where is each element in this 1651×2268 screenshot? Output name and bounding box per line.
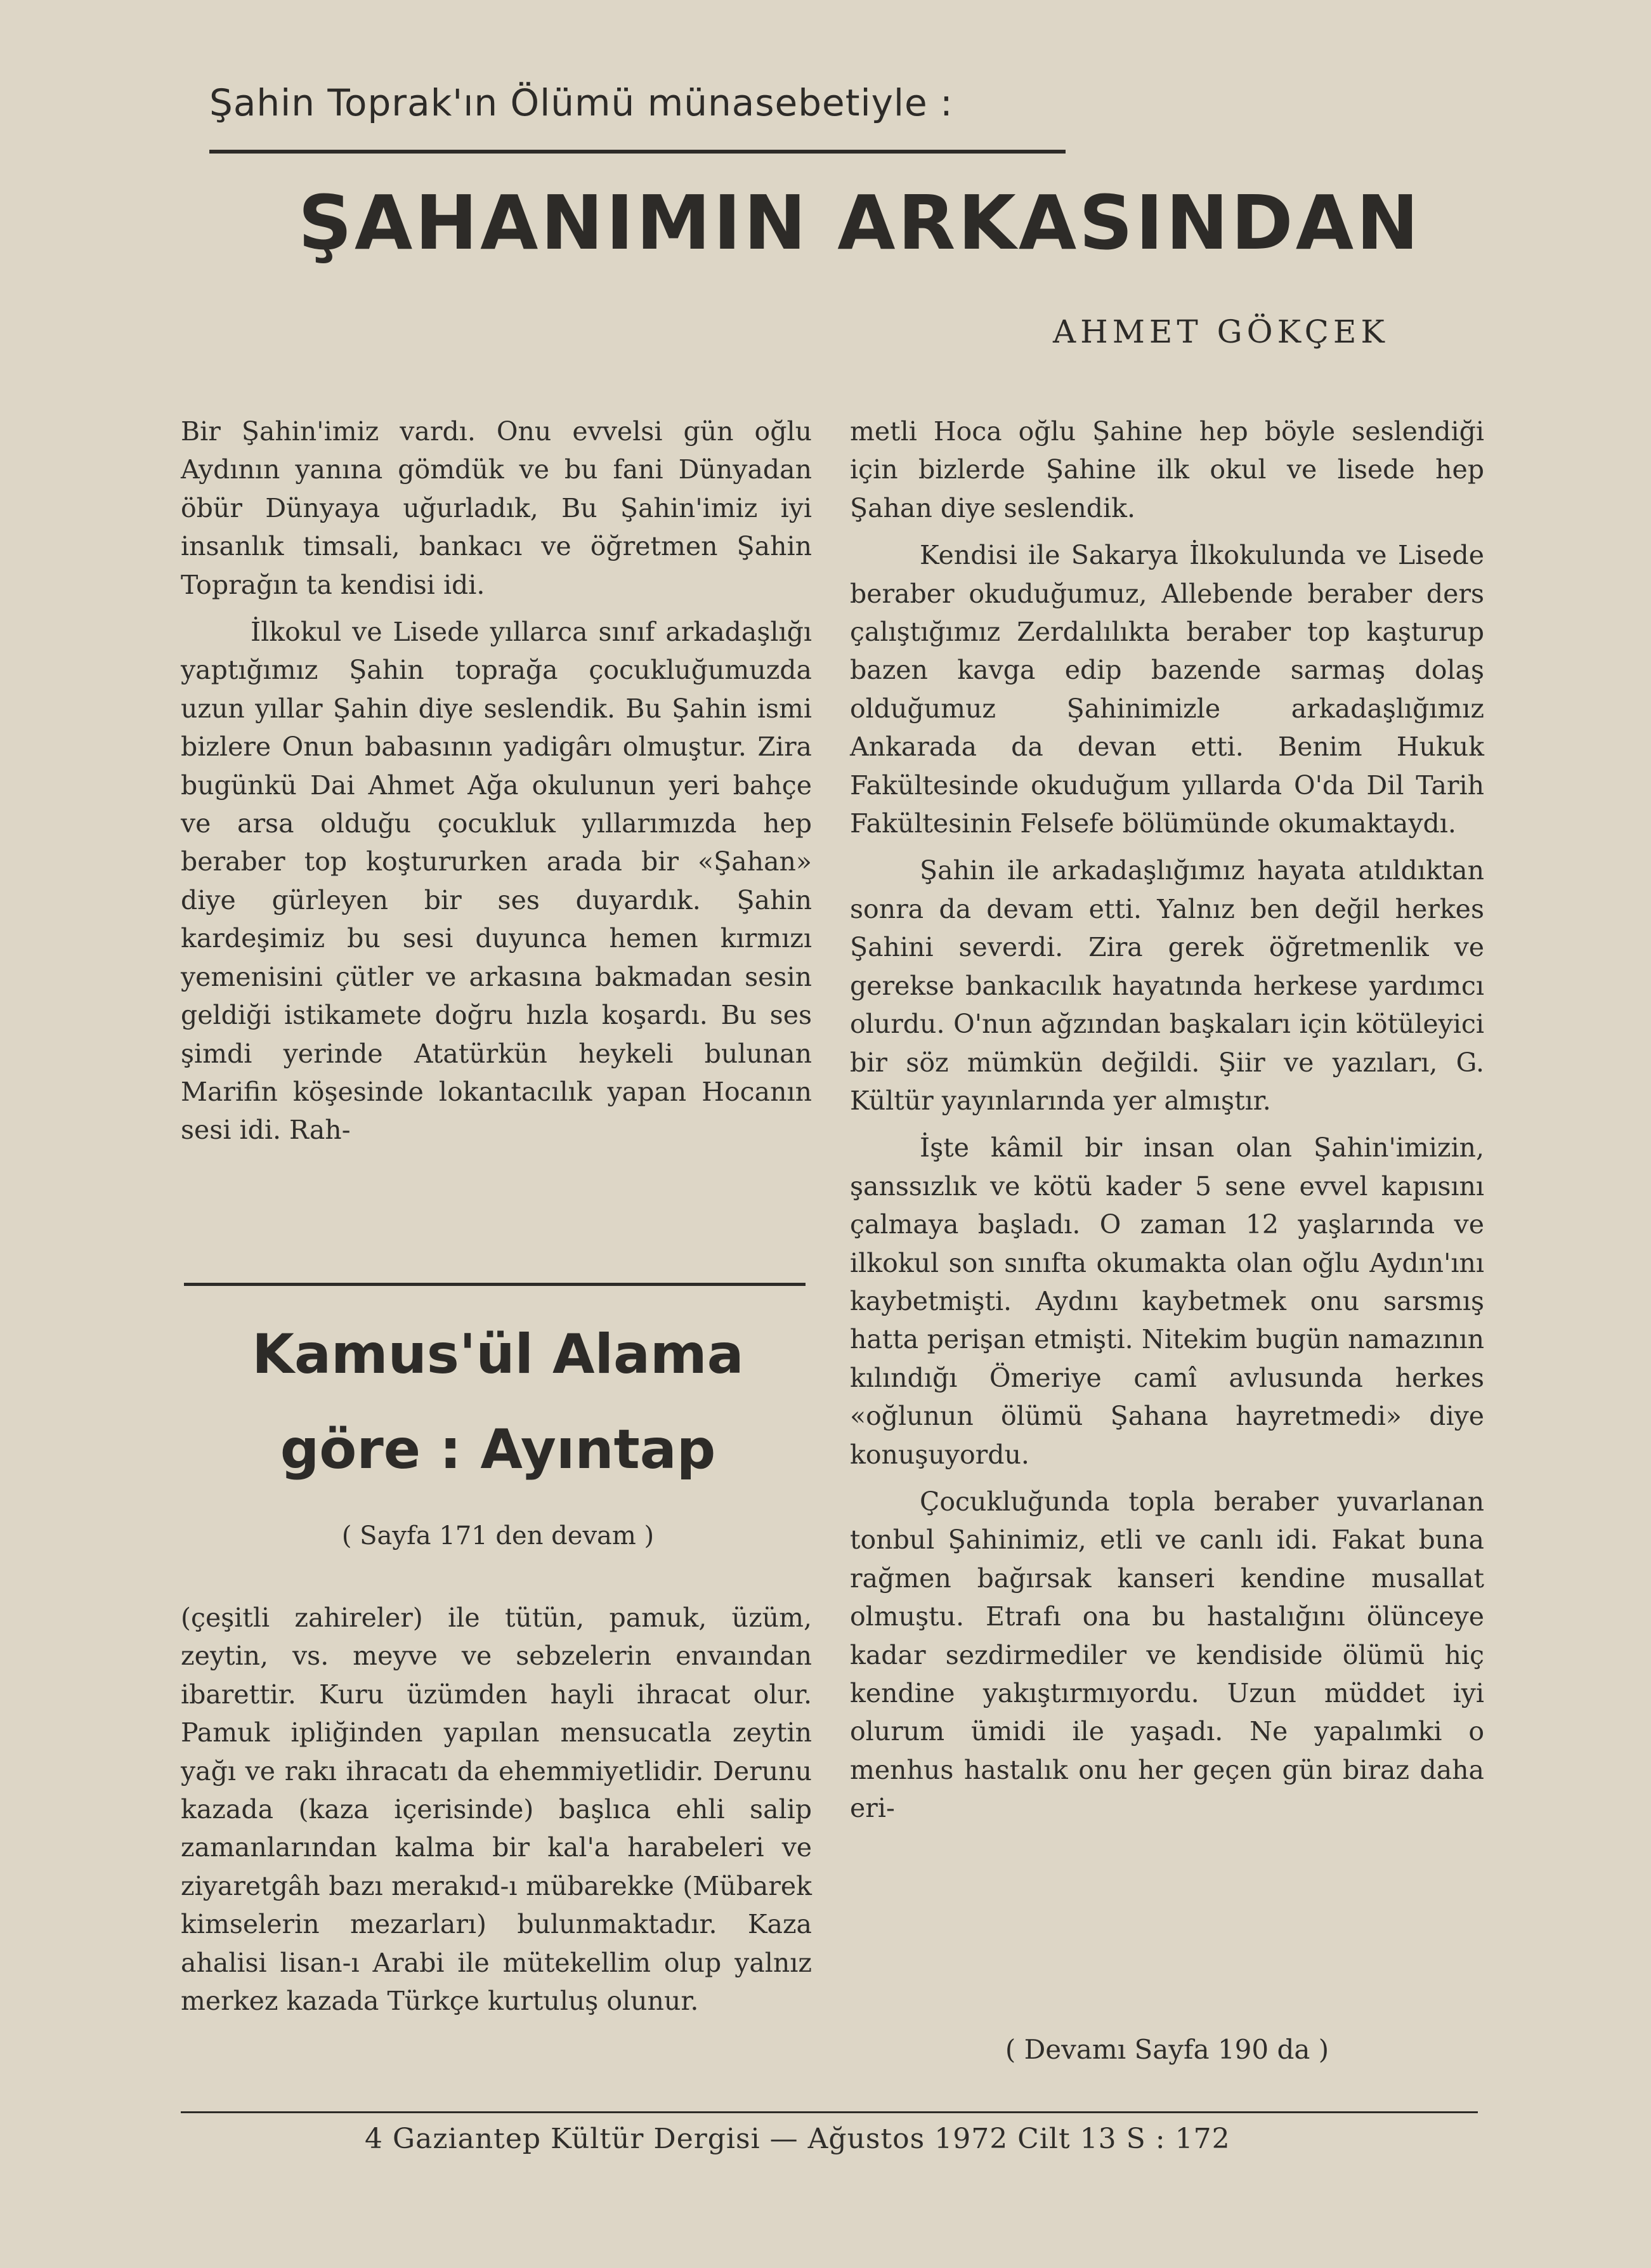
paragraph: Kendisi ile Sakarya İlkokulunda ve Lisede beraber okuduğumuz, Allebende beraber ders çalıştığımız Zerdalılıkta beraber top kaşturup bazen kavga edip bazende sarmaş dolaş olduğumuz Şahinimizle arkadaşlığımız Ankarada da devan etti. Benim Hukuk Fakültesinde okuduğum yıllarda O'da Dil Tarih Fakültesinin Felsefe bölümünde okumaktaydı. [850,540,1484,839]
paragraph: İlkokul ve Lisede yıllarca sınıf arkadaşlığı yaptığımız Şahin toprağa çocukluğumuzda uzun yıllar Şahin diye seslendik. Bu Şahin ismi bizlere Onun babasının yadigârı olmuştur. Zira bugünkü Dai Ahmet Ağa okulunun yeri bahçe ve arsa olduğu çocukluk yıllarımızda hep beraber top koştururken arada bir «Şahan» diye gürleyen bir ses duyardık. Şahin kardeşimiz bu sesi duyunca hemen kırmızı yemenisini çütler ve arkasına bakmadan sesin geldiği istikamete doğru hızla koşardı. Bu ses şimdi yerinde Atatürkün heykeli bulunan Marifin köşesinde lokantacılık yapan Hocanın sesi idi. Rah- [181,617,812,1146]
section-continuation-note: ( Sayfa 171 den devam ) [341,1521,655,1550]
article-column-right [850,412,1484,1828]
article-kicker: Şahin Toprak'ın Ölümü münasebetiyle : [209,81,953,124]
paragraph: (çeşitli zahireler) ile tütün, pamuk, üzüm, zeytin, vs. meyve ve sebzelerin envaından ibarettir. Kuru üzümden hayli ihracat olur. Pamuk ipliğinden yapılan mensucatla zeytin yağı ve rakı ihracatı da ehemmiyetlidir. Derunu kazada (kaza içerisinde) başlıca ehli salip zamanlarından kalma bir kal'a harabeleri ve ziyaretgâh bazı merakıd-ı mübarekke (Mübarek kimselerin mezarları) bulunmaktadır. Kaza ahalisi lisan-ı Arabi ile mütekellim olup yalnız merkez kazada Türkçe kurtuluş olunur. [181,1603,812,2017]
section-title-line-2: göre : Ayıntap [280,1418,716,1481]
article-author: AHMET GÖKÇEK [1053,313,1389,350]
paragraph: Çocukluğunda topla beraber yuvarlanan tonbul Şahinimiz, etli ve canlı idi. Fakat buna rağmen bağırsak kanseri kendine musallat olmuştu. Etrafı ona bu hastalığını ölünceye kadar sezdirmediler ve kendiside ölümü hiç kendine yakıştırmıyordu. Uzun müddet iyi olurum ümidi ile yaşadı. Ne yapalımki o menhus hastalık onu her geçen gün biraz daha eri- [850,1486,1484,1824]
footer-rule [181,2111,1478,2113]
paragraph: İşte kâmil bir insan olan Şahin'imizin, şanssızlık ve kötü kader 5 sene evvel kapısını çalmaya başladı. O zaman 12 yaşlarında ve ilkokul son sınıfta okumakta olan oğlu Aydın'ını kaybetmişti. Aydını kaybetmek onu sarsmış hatta perişan etmişti. Nitekim bugün namazının kılındığı Ömeriye camî avlusunda herkes «oğlunun ölümü Şahana hayretmedi» diye konuşuyordu. [850,1132,1484,1470]
paragraph: metli Hoca oğlu Şahine hep böyle seslendiği için bizlerde Şahine ilk okul ve lisede hep Şahan diye seslendik. [850,416,1484,523]
section-title-line-1: Kamus'ül Alama [252,1323,744,1386]
continued-note: ( Devamı Sayfa 190 da ) [1005,2034,1329,2065]
article-column-left [181,412,812,1150]
page-footer: 4 Gaziantep Kültür Dergisi — Ağustos 1972 Cilt 13 S : 172 [365,2123,1230,2155]
kicker-underline [209,150,1066,154]
paragraph: Bir Şahin'imiz vardı. Onu evvelsi gün oğlu Aydının yanına gömdük ve bu fani Dünyadan öbür Dünyaya uğurladık, Bu Şahin'imiz iyi insanlık timsali, bankacı ve öğretmen Şahin Toprağın ta kendisi idi. [181,416,812,600]
article-headline: ŞAHANIMIN ARKASINDAN [298,179,1421,266]
section-body-column [181,1599,812,2020]
paragraph: Şahin ile arkadaşlığımız hayata atıldıktan sonra da devam etti. Yalnız ben değil herkes Şahini severdi. Zira gerek öğretmenlik ve gerekse bankacılık hayatında herkese yardımcı olurdu. O'nun ağzından başkaları için kötüleyici bir söz mümkün değildi. Şiir ve yazıları, G. Kültür yayınlarında yer almıştır. [850,855,1484,1116]
section-divider [184,1283,806,1286]
